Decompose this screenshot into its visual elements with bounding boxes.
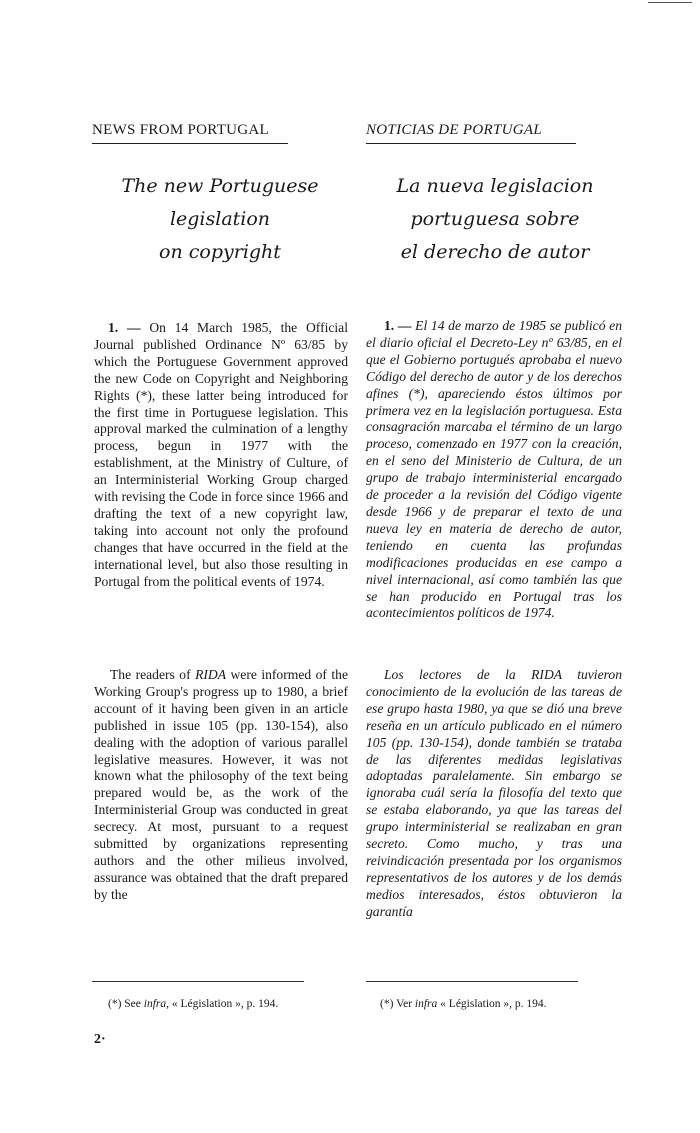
footnote-infra: infra [414,998,438,1010]
section-label-spanish: NOTICIAS DE PORTUGAL [366,122,576,144]
paragraph-1-english [94,320,348,591]
article-title-english [96,170,344,269]
paragraph-text: were informed of the Working Group's progress up to 1980, a brief account of it having been given in an article published in issue 105 (pp. 130-154), also dealing with the adoption of various parallel legislative measures. However, it was not known what the philosophy of the text being prepared would be, as the work of the Interministerial Group was conducted in great secrecy. At most, pursuant to a request submitted by organizations representing authors and the other milieus involved, assurance was obtained that the draft prepared by the [94,667,348,902]
title-line: on copyright [159,241,281,263]
paragraph-text: The readers of [110,667,196,682]
title-line: portuguesa sobre [410,208,580,230]
title-line: The new Portuguese [121,175,319,197]
article-title-spanish [370,170,620,269]
journal-name: RIDA [195,667,227,682]
paragraph-1-spanish [366,318,622,622]
footnote-mark: (*) Ver [380,998,413,1010]
paragraph-number: 1. — [108,320,141,335]
paragraph-number: 1. — [384,318,412,333]
footnote-english [108,998,278,1010]
title-line: legislation [169,208,271,230]
page-number: 2· [94,1032,106,1047]
footnote-rule [366,981,578,982]
footnote-infra: infra [143,998,167,1010]
paragraph-text: On 14 March 1985, the Official Journal published Ordinance Nº 63/85 by which the Portuguese Government approved the new Code on Copyright and Neighboring Rights (*), these latter being introduced for the first time in Portuguese legislation. This approval marked the culmination of a lengthy process, begun in 1977 with the establishment, at the Ministry of Culture, of an Interministerial Working Group charged with revising the Code in force since 1966 and drafting the text of a new copyright law, taking into account not only the profound changes that have occurred in the field at the international level, but also those resulting in Portugal from the political events of 1974. [94,320,348,589]
title-line: La nueva legislacion [396,175,594,197]
footnote-mark: (*) See [108,998,141,1010]
section-label-english: NEWS FROM PORTUGAL [92,122,288,144]
title-line: el derecho de autor [400,241,590,263]
footnote-spanish [380,998,547,1010]
paragraph-text: El 14 de marzo de 1985 se publicó en el diario oficial el Decreto-Ley nº 63/85, en el que el Gobierno portugués aprobaba el nuevo Código del derecho de autor y de los derechos afines (*), apareciendo éstos últimos por primera vez en la legislación portuguesa. Esta consagración marcaba el término de un largo proceso, comenzado en 1977 con la creación, en el seno del Ministerio de Cultura, de un grupo de trabajo interministerial encargado de proceder a la revisión del Código vigente desde 1966 y de preparar el texto de una nueva ley en materia de derecho de autor, teniendo en cuenta las profundas modificaciones producidas en ese campo a nivel internacional, así como también las que se han producido en Portugal tras los acontecimientos políticos de 1974. [366,318,622,621]
paragraph-2-english [94,667,348,904]
paragraph-2-spanish: Los lectores de la RIDA tuvieron conocimiento de la evolución de las tareas de ese grupo hasta 1980, ya que se dió una breve reseña en un artículo publicado en el número 105 (pp. 130-154), donde también se trataba de las diferentes medidas legislativas adoptadas paralelamente. Sin embargo se ignoraba cuál sería la filosofía del texto que se estaba elaborando, ya que las tareas del grupo interministerial se realizaban en gran secreto. Como mucho, y tras una reivindicación presentada por los organismos representativos de los autores y de los demás medios interesados, éstos obtuvieron la garantía [366,667,622,919]
footnote-text: « Législation », p. 194. [437,998,547,1010]
footnote-text: , « Législation », p. 194. [166,998,279,1010]
footnote-rule [92,981,304,982]
top-edge-rule [648,2,692,3]
